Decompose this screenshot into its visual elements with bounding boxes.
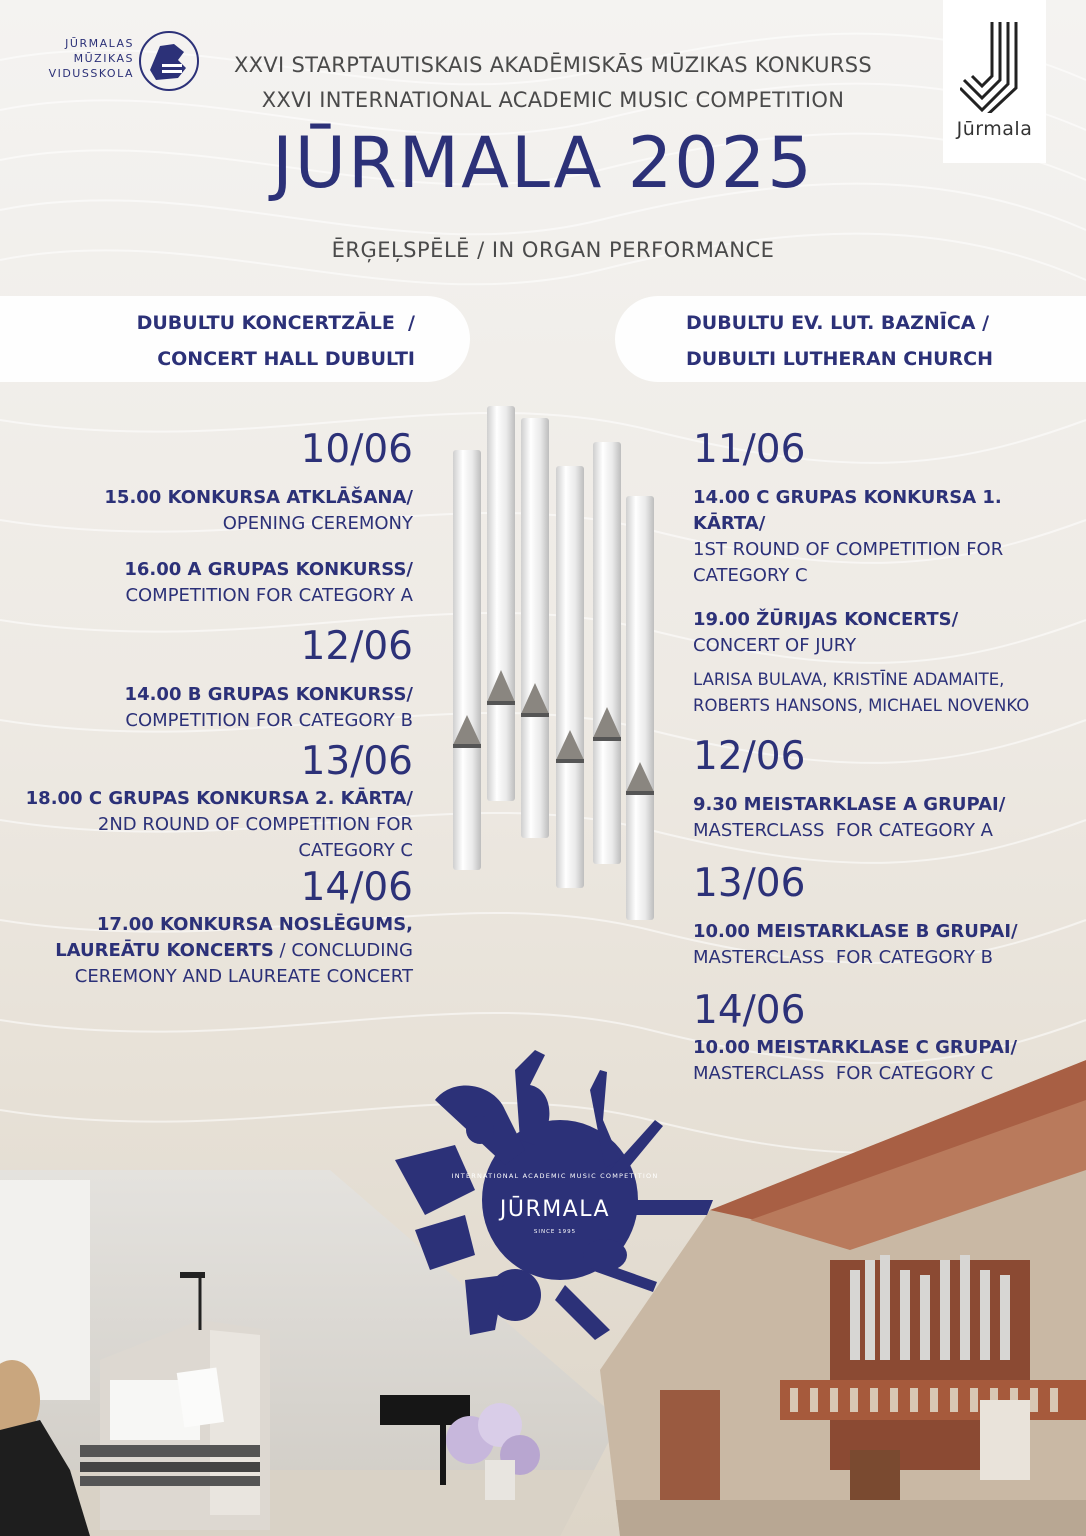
event-subtitle: MASTERCLASS FOR CATEGORY A <box>693 820 993 841</box>
event-title: 16.00 A GRUPAS KONKURSS/ <box>124 559 413 580</box>
schedule-lutheran-church <box>693 420 1073 1087</box>
schedule-event <box>693 485 1073 589</box>
schedule-event <box>20 786 413 864</box>
jurmala-wordmark: Jūrmala <box>956 118 1033 140</box>
event-subtitle: OPENING CEREMONY <box>222 513 413 534</box>
schedule-date: 12/06 <box>693 734 806 779</box>
page-subtitle: ĒRĢEĻSPĒLĒ / IN ORGAN PERFORMANCE <box>331 238 775 262</box>
schedule-date: 11/06 <box>693 427 806 472</box>
schedule-date: 12/06 <box>300 624 413 669</box>
schedule-date: 14/06 <box>300 865 413 910</box>
organ-pipes-icon <box>445 400 665 930</box>
event-subtitle: COMPETITION FOR CATEGORY A <box>125 585 413 606</box>
school-logo-line: VIDUSSKOLA <box>48 67 134 80</box>
event-title: 15.00 KONKURSA ATKLĀŠANA/ <box>104 487 413 508</box>
event-subtitle: CONCERT OF JURY <box>693 635 857 656</box>
venue-right-line1: DUBULTU EV. LUT. BAZNĪCA / <box>686 312 990 334</box>
competition-title-lv: XXVI STARPTAUTISKAIS AKADĒMISKĀS MŪZIKAS KONKURSS <box>234 53 872 77</box>
schedule-date: 14/06 <box>693 988 806 1033</box>
venue-right-line2: DUBULTI LUTHERAN CHURCH <box>686 348 994 370</box>
event-subtitle: 1ST ROUND OF COMPETITION FOR CATEGORY C <box>693 539 1004 586</box>
event-title: 14.00 B GRUPAS KONKURSS/ <box>124 684 413 705</box>
emblem-name: JŪRMALA <box>499 1197 611 1222</box>
emblem-top-text: INTERNATIONAL ACADEMIC MUSIC COMPETITION <box>451 1172 659 1180</box>
page-title: JŪRMALA 2025 <box>272 122 814 204</box>
venue-right <box>686 305 1066 377</box>
competition-emblem <box>395 1050 715 1350</box>
emblem-since: SINCE 1995 <box>533 1229 577 1235</box>
event-title: 17.00 KONKURSA NOSLĒGUMS, LAUREĀTU KONCERTS <box>55 914 413 961</box>
schedule-event <box>20 682 413 734</box>
event-subtitle: MASTERCLASS FOR CATEGORY B <box>693 947 994 968</box>
event-subtitle: MASTERCLASS FOR CATEGORY C <box>693 1063 994 1084</box>
schedule-event <box>693 919 1073 971</box>
competition-title-en: XXVI INTERNATIONAL ACADEMIC MUSIC COMPETITION <box>261 88 845 112</box>
schedule-concert-hall <box>20 420 419 990</box>
schedule-event <box>20 912 419 990</box>
venue-left-line2: CONCERT HALL DUBULTI <box>157 348 415 370</box>
schedule-date: 13/06 <box>300 739 413 784</box>
schedule-event <box>20 485 413 537</box>
schedule-date: 13/06 <box>693 861 806 906</box>
schedule-event <box>20 557 413 609</box>
event-title: 9.30 MEISTARKLASE A GRUPAI/ <box>693 794 1006 815</box>
event-title: 10.00 MEISTARKLASE B GRUPAI/ <box>693 921 1018 942</box>
event-title: 10.00 MEISTARKLASE C GRUPAI/ <box>693 1037 1018 1058</box>
event-title: 19.00 ŽŪRIJAS KONCERTS/ <box>693 609 959 630</box>
jurmala-city-logo <box>943 0 1046 163</box>
event-subtitle: COMPETITION FOR CATEGORY B <box>125 710 413 731</box>
school-logo-line: JŪRMALAS <box>65 37 134 50</box>
jury-members: LARISA BULAVA, KRISTĪNE ADAMAITE, ROBERTS HANSONS, MICHAEL NOVENKO <box>693 670 1030 715</box>
event-title: 14.00 C GRUPAS KONKURSA 1. KĀRTA/ <box>693 487 1002 534</box>
schedule-event <box>693 607 1073 719</box>
event-subtitle: 2ND ROUND OF COMPETITION FOR CATEGORY C <box>97 814 413 861</box>
event-subtitle: / CONCLUDING CEREMONY AND LAUREATE CONCERT <box>74 940 419 987</box>
school-logo-line: MŪZIKAS <box>73 52 134 65</box>
venue-left-line1: DUBULTU KONCERTZĀLE / <box>136 312 415 334</box>
venue-left <box>60 305 415 377</box>
event-title: 18.00 C GRUPAS KONKURSA 2. KĀRTA/ <box>25 788 413 809</box>
schedule-date: 10/06 <box>300 427 413 472</box>
jurmala-j-icon <box>960 18 1028 113</box>
schedule-event <box>693 792 1073 844</box>
